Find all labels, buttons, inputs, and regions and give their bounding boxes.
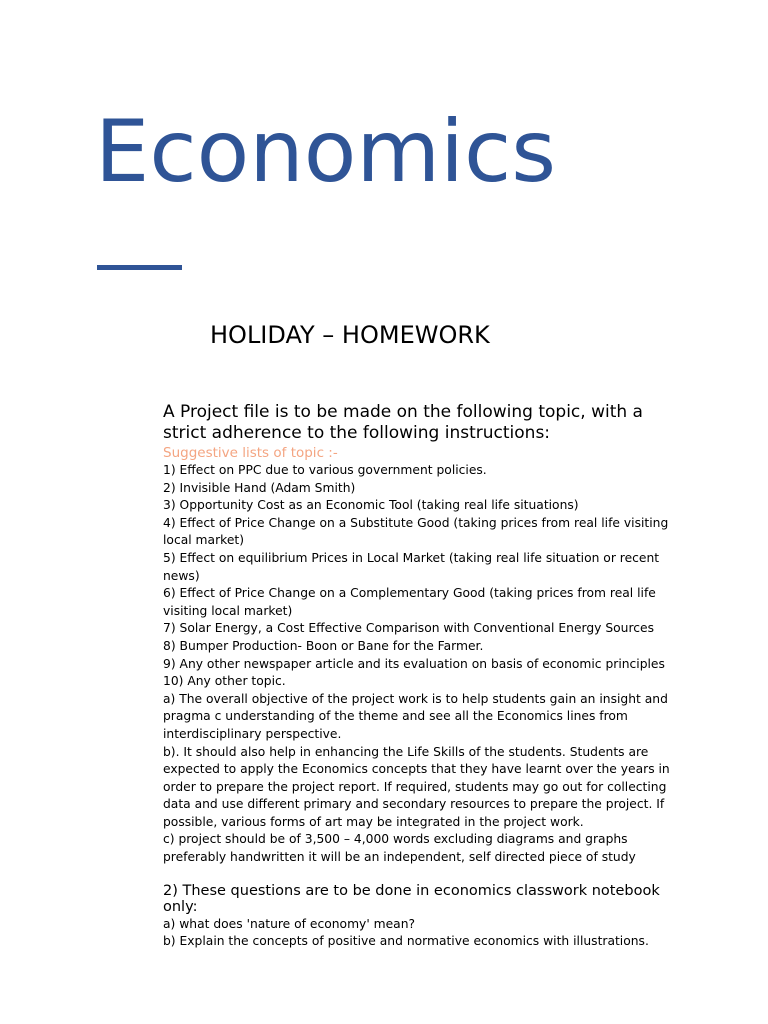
topic-item: 10) Any other topic. (163, 674, 286, 689)
suggestive-topics-heading: Suggestive lists of topic :- (163, 445, 338, 461)
topic-item: 1) Effect on PPC due to various government policies. (163, 463, 487, 477)
title-underline (97, 265, 182, 270)
topic-item: 2) Invisible Hand (Adam Smith) (163, 480, 356, 495)
instruction-item: b). It should also help in enhancing the Life Skills of the students. Students are expected to apply the Economics concepts that they have learnt over the years in order to prepare the project report. If required, students may go out for collecting data and use different primary and secondary resources to prepare the project. If possible, various forms of art may be integrated in the project work. (163, 744, 670, 829)
topic-item: 8) Bumper Production- Boon or Bane for the Farmer. (163, 638, 484, 653)
section2-heading: 2) These questions are to be done in economics classwork notebook only: (163, 882, 660, 916)
topic-list (163, 462, 683, 691)
question-item: a) what does 'nature of economy' mean? (163, 916, 416, 931)
document-subtitle: HOLIDAY – HOMEWORK (210, 321, 490, 349)
topic-item: 7) Solar Energy, a Cost Effective Comparison with Conventional Energy Sources (163, 621, 654, 636)
topic-item: 4) Effect of Price Change on a Substitute Good (taking prices from real life visiting local market) (163, 515, 669, 548)
question-item: b) Explain the concepts of positive and normative economics with illustrations. (163, 934, 649, 949)
intro-paragraph: A Project file is to be made on the following topic, with a strict adherence to the following instructions: (163, 402, 643, 443)
topic-item: 9) Any other newspaper article and its evaluation on basis of economic principles (163, 656, 665, 671)
document-body (163, 402, 683, 951)
document-title: Economics (95, 102, 557, 202)
topic-item: 6) Effect of Price Change on a Complementary Good (taking prices from real life visiting local market) (163, 586, 656, 618)
question-list (163, 916, 683, 951)
instruction-list (163, 691, 683, 867)
topic-item: 5) Effect on equilibrium Prices in Local Market (taking real life situation or recent news) (163, 550, 660, 583)
topic-item: 3) Opportunity Cost as an Economic Tool (taking real life situations) (163, 498, 579, 513)
instruction-item: a) The overall objective of the project work is to help students gain an insight and pragma c understanding of the theme and see all the Economics lines from interdisciplinary perspective. (163, 691, 668, 741)
instruction-item: c) project should be of 3,500 – 4,000 words excluding diagrams and graphs preferably handwritten it will be an independent, self directed piece of study (163, 832, 636, 865)
